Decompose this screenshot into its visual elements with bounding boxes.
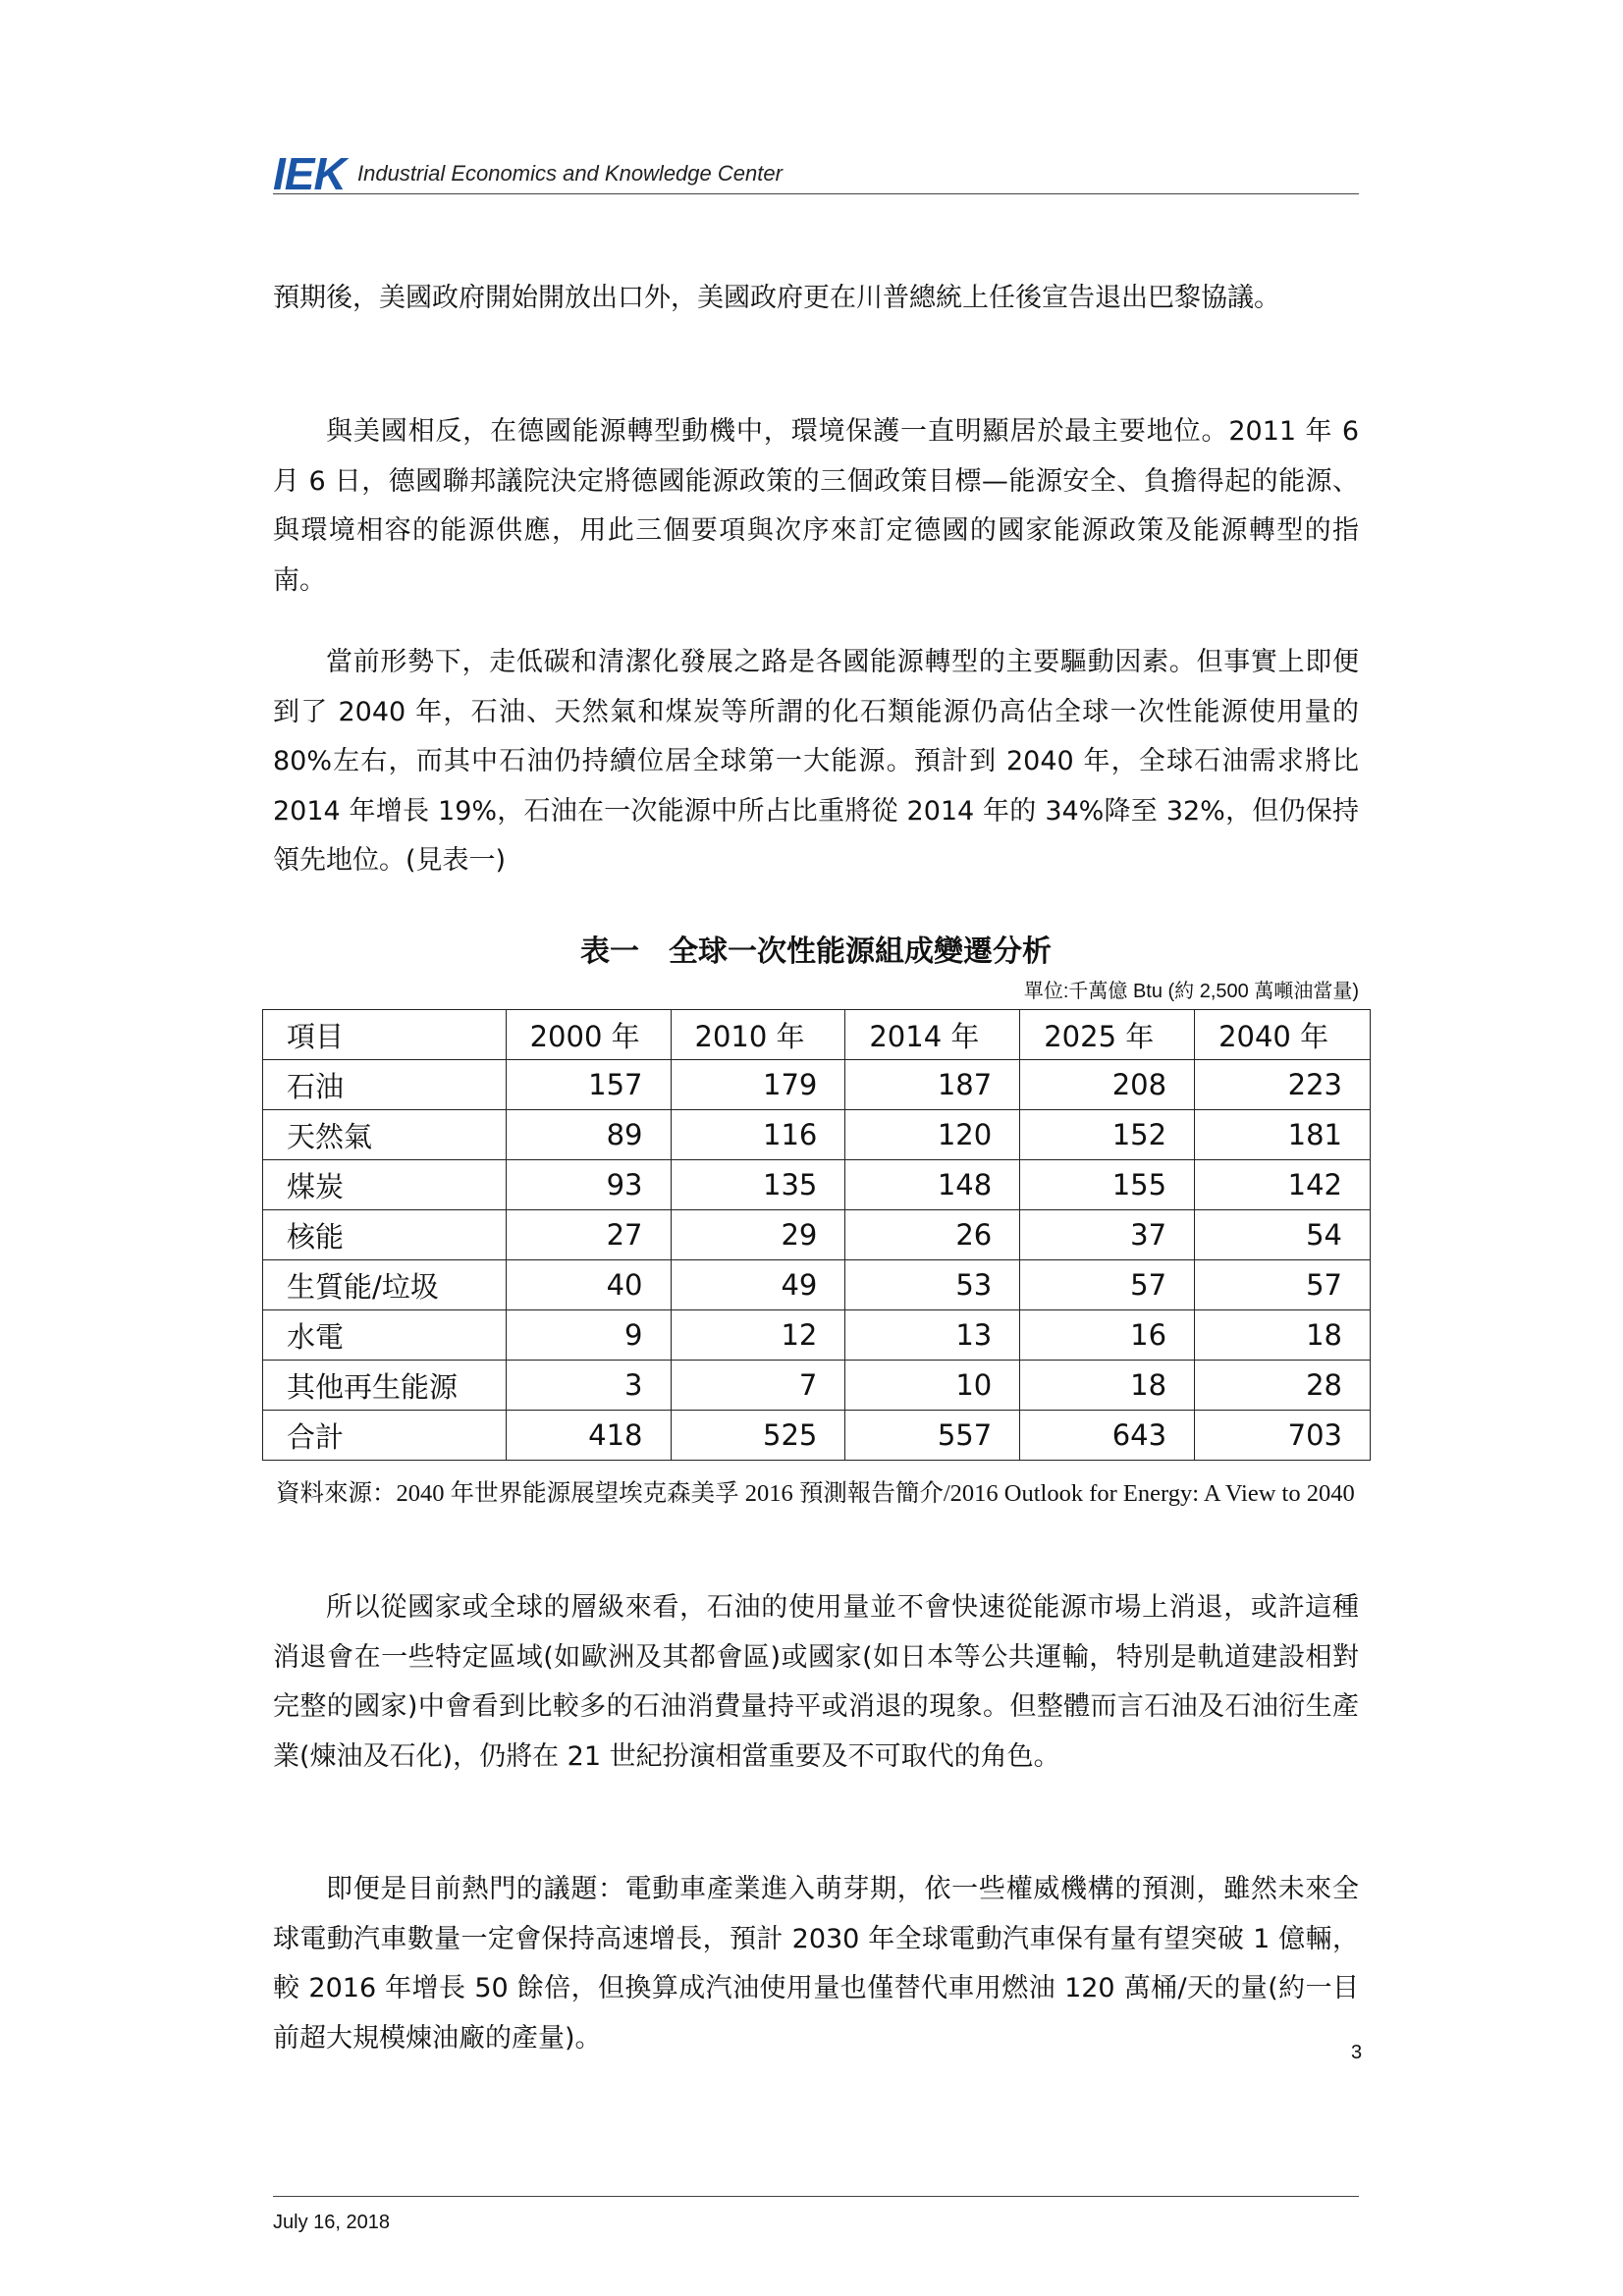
table-row <box>263 1060 1371 1110</box>
table-caption: 表一 全球一次性能源組成變遷分析 <box>580 934 1052 969</box>
cell-value: 89 <box>506 1110 671 1160</box>
table-row <box>263 1310 1371 1361</box>
cell-value: 703 <box>1195 1411 1371 1461</box>
table-row <box>263 1210 1371 1260</box>
iek-logo: IEK <box>273 148 346 199</box>
cell-value: 142 <box>1195 1160 1371 1210</box>
cell-value: 29 <box>671 1210 845 1260</box>
cell-value: 18 <box>1020 1361 1195 1411</box>
cell-value: 7 <box>671 1361 845 1411</box>
row-label: 生質能/垃圾 <box>263 1260 507 1310</box>
table-row <box>263 1110 1371 1160</box>
cell-value: 120 <box>845 1110 1020 1160</box>
table-total-row <box>263 1411 1371 1461</box>
cell-value: 181 <box>1195 1110 1371 1160</box>
col-header-2010: 2010 年 <box>671 1010 845 1060</box>
paragraph-4: 所以從國家或全球的層級來看，石油的使用量並不會快速從能源市場上消退，或許這種消退會在一些特定區域(如歐洲及其都會區)或國家(如日本等公共運輸，特別是軌道建設相對完整的國家)中會看到比較多的石油消費量持平或消退的現象。但整體而言石油及石油衍生產業(煉油及石化)，仍將在 21 世紀扮演相當重要及不可取代的角色。 <box>273 1592 1359 1772</box>
paragraph-2: 與美國相反，在德國能源轉型動機中，環境保護一直明顯居於最主要地位。2011 年 6 月 6 日，德國聯邦議院決定將德國能源政策的三個政策目標—能源安全、負擔得起的能源、與環境相容的能源供應，用此三個要項與次序來訂定德國的國家能源政策及能源轉型的指南。 <box>273 416 1359 596</box>
row-label: 天然氣 <box>263 1110 507 1160</box>
table-header-row <box>263 1010 1371 1060</box>
row-label: 核能 <box>263 1210 507 1260</box>
table-row <box>263 1361 1371 1411</box>
cell-value: 53 <box>845 1260 1020 1310</box>
cell-value: 40 <box>506 1260 671 1310</box>
table-source-note: 資料來源：2040 年世界能源展望埃克森美孚 2016 預測報告簡介/2016 Outlook for Energy: A View to 2040 <box>276 1480 1355 1507</box>
cell-value: 37 <box>1020 1210 1195 1260</box>
cell-value: 13 <box>845 1310 1020 1361</box>
cell-value: 12 <box>671 1310 845 1361</box>
footer-rule <box>273 2196 1359 2197</box>
cell-value: 148 <box>845 1160 1020 1210</box>
table-row <box>263 1260 1371 1310</box>
cell-value: 93 <box>506 1160 671 1210</box>
row-label: 石油 <box>263 1060 507 1110</box>
page-header <box>273 147 1359 199</box>
col-header-2025: 2025 年 <box>1020 1010 1195 1060</box>
cell-value: 179 <box>671 1060 845 1110</box>
col-header-2000: 2000 年 <box>506 1010 671 1060</box>
cell-value: 10 <box>845 1361 1020 1411</box>
cell-value: 152 <box>1020 1110 1195 1160</box>
row-label: 其他再生能源 <box>263 1361 507 1411</box>
header-rule <box>273 193 1359 194</box>
cell-value: 187 <box>845 1060 1020 1110</box>
row-label: 煤炭 <box>263 1160 507 1210</box>
cell-value: 223 <box>1195 1060 1371 1110</box>
page-number: 3 <box>1351 2042 1363 2063</box>
energy-table <box>262 1009 1371 1461</box>
cell-value: 155 <box>1020 1160 1195 1210</box>
cell-value: 643 <box>1020 1411 1195 1461</box>
cell-value: 3 <box>506 1361 671 1411</box>
row-label: 水電 <box>263 1310 507 1361</box>
paragraph-1: 預期後，美國政府開始開放出口外，美國政府更在川普總統上任後宣告退出巴黎協議。 <box>273 283 1280 313</box>
row-label: 合計 <box>263 1411 507 1461</box>
col-header-2014: 2014 年 <box>845 1010 1020 1060</box>
cell-value: 16 <box>1020 1310 1195 1361</box>
cell-value: 157 <box>506 1060 671 1110</box>
cell-value: 49 <box>671 1260 845 1310</box>
cell-value: 208 <box>1020 1060 1195 1110</box>
cell-value: 18 <box>1195 1310 1371 1361</box>
col-header-item: 項目 <box>263 1010 507 1060</box>
paragraph-5: 即便是目前熱門的議題：電動車產業進入萌芽期，依一些權威機構的預測，雖然未來全球電動汽車數量一定會保持高速增長，預計 2030 年全球電動汽車保有量有望突破 1 億輛，較 2016 年增長 50 餘倍，但換算成汽油使用量也僅替代車用燃油 120 萬桶/天的量(約一目前超大規模煉油廠的產量)。 <box>273 1874 1359 2054</box>
cell-value: 57 <box>1020 1260 1195 1310</box>
cell-value: 9 <box>506 1310 671 1361</box>
header-org-name: Industrial Economics and Knowledge Center <box>357 161 783 186</box>
footer-date: July 16, 2018 <box>273 2212 390 2233</box>
table-row <box>263 1160 1371 1210</box>
cell-value: 28 <box>1195 1361 1371 1411</box>
table-unit-note: 單位:千萬億 Btu (約 2,500 萬噸油當量) <box>1023 981 1359 1002</box>
cell-value: 525 <box>671 1411 845 1461</box>
cell-value: 418 <box>506 1411 671 1461</box>
cell-value: 557 <box>845 1411 1020 1461</box>
cell-value: 116 <box>671 1110 845 1160</box>
col-header-2040: 2040 年 <box>1195 1010 1371 1060</box>
cell-value: 135 <box>671 1160 845 1210</box>
paragraph-3: 當前形勢下，走低碳和清潔化發展之路是各國能源轉型的主要驅動因素。但事實上即便到了 2040 年，石油、天然氣和煤炭等所謂的化石類能源仍高佔全球一次性能源使用量的 80%左右，而其中石油仍持續位居全球第一大能源。預計到 2040 年，全球石油需求將比 2014 年增長 19%，石油在一次能源中所占比重將從 2014 年的 34%降至 32%，但仍保持領先地位。(見表一) <box>273 647 1359 876</box>
cell-value: 57 <box>1195 1260 1371 1310</box>
cell-value: 54 <box>1195 1210 1371 1260</box>
cell-value: 26 <box>845 1210 1020 1260</box>
cell-value: 27 <box>506 1210 671 1260</box>
